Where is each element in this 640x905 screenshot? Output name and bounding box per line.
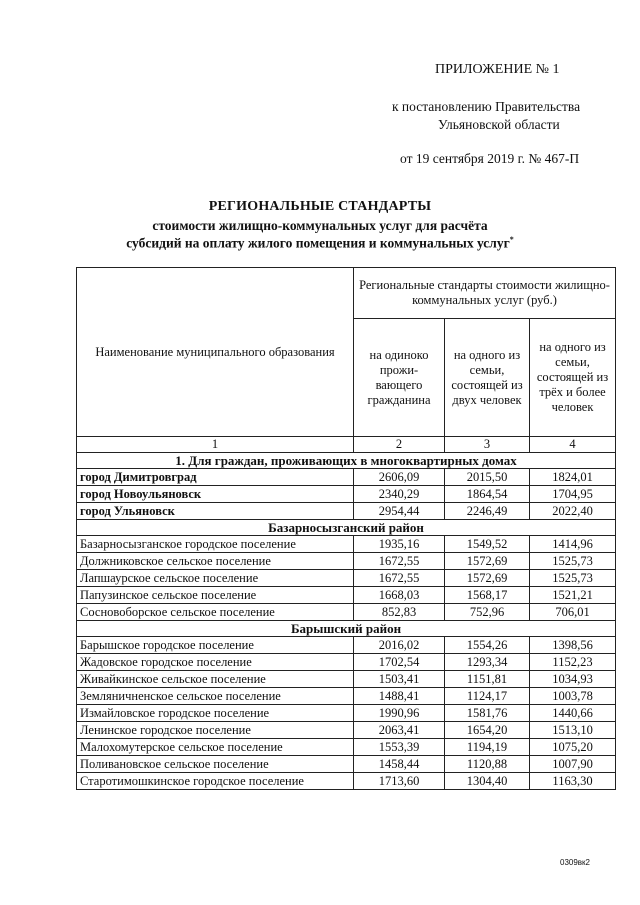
table-row [77,773,616,790]
col-name-header: Наименование муниципального образования [77,268,354,437]
group-header: Региональные стандарты стоимости жилищно-коммунальных услуг (руб.) [354,268,616,319]
value-two-person: 1549,52 [445,536,530,553]
value-single: 2340,29 [354,486,445,503]
doc-title: РЕГИОНАЛЬНЫЕ СТАНДАРТЫ [208,199,432,214]
table-row [77,637,616,654]
value-three-plus: 1525,73 [530,570,616,587]
value-two-person: 1124,17 [445,688,530,705]
value-two-person: 1568,17 [445,587,530,604]
table-row [77,705,616,722]
col2-header: на одиноко прожи-вающего гражданина [354,319,445,437]
value-single: 1503,41 [354,671,445,688]
value-two-person: 1194,19 [445,739,530,756]
region-line: Ульяновской области [438,117,560,132]
table-row [77,739,616,756]
district-title: Базарносызганский район [77,520,616,536]
municipality-name: город Димитровград [77,469,354,486]
value-three-plus: 1704,95 [530,486,616,503]
value-two-person: 1554,26 [445,637,530,654]
municipality-name: Ленинское городское поселение [77,722,354,739]
value-single: 1702,54 [354,654,445,671]
table-row [77,654,616,671]
table-row [77,756,616,773]
municipality-name: город Новоульяновск [77,486,354,503]
district-row [77,621,616,637]
municipality-name: Живайкинское сельское поселение [77,671,354,688]
value-three-plus: 2022,40 [530,503,616,520]
value-three-plus: 1525,73 [530,553,616,570]
value-single: 1713,60 [354,773,445,790]
value-single: 1990,96 [354,705,445,722]
table-row [77,604,616,621]
value-two-person: 1572,69 [445,570,530,587]
value-two-person: 752,96 [445,604,530,621]
municipality-name: Поливановское сельское поселение [77,756,354,773]
value-single: 2606,09 [354,469,445,486]
value-single: 1458,44 [354,756,445,773]
municipality-name: Измайловское городское поселение [77,705,354,722]
col4-header: на одного из семьи, состоящей из трёх и более человек [530,319,616,437]
value-single: 1935,16 [354,536,445,553]
value-three-plus: 706,01 [530,604,616,621]
value-three-plus: 1824,01 [530,469,616,486]
doc-subtitle-2: субсидий на оплату жилого помещения и коммунальных услуг* [126,235,514,251]
value-three-plus: 1398,56 [530,637,616,654]
value-single: 1672,55 [354,553,445,570]
value-two-person: 2015,50 [445,469,530,486]
table-row [77,503,616,520]
value-single: 1553,39 [354,739,445,756]
col-number: 3 [445,437,530,453]
value-two-person: 1581,76 [445,705,530,722]
value-single: 1672,55 [354,570,445,587]
doc-subtitle-1: стоимости жилищно-коммунальных услуг для расчёта [152,218,488,233]
municipality-name: Папузинское сельское поселение [77,587,354,604]
value-three-plus: 1034,93 [530,671,616,688]
district-row [77,520,616,536]
municipality-name: Сосновоборское сельское поселение [77,604,354,621]
value-three-plus: 1414,96 [530,536,616,553]
value-three-plus: 1163,30 [530,773,616,790]
table-row [77,553,616,570]
value-two-person: 1864,54 [445,486,530,503]
municipality-name: Жадовское городское поселение [77,654,354,671]
municipality-name: город Ульяновск [77,503,354,520]
table-row [77,536,616,553]
value-two-person: 2246,49 [445,503,530,520]
col-number: 1 [77,437,354,453]
appendix-label: ПРИЛОЖЕНИЕ № 1 [435,62,560,77]
standards-table [76,267,616,790]
section-row [77,453,616,469]
value-three-plus: 1521,21 [530,587,616,604]
value-two-person: 1572,69 [445,553,530,570]
municipality-name: Старотимошкинское городское поселение [77,773,354,790]
municipality-name: Лапшаурское сельское поселение [77,570,354,587]
table-row [77,722,616,739]
value-single: 2016,02 [354,637,445,654]
col-number: 2 [354,437,445,453]
table-row [77,671,616,688]
col3-header: на одного из семьи, состоящей из двух человек [445,319,530,437]
table-row [77,688,616,705]
value-two-person: 1293,34 [445,654,530,671]
municipality-name: Земляничненское сельское поселение [77,688,354,705]
value-single: 1668,03 [354,587,445,604]
district-title: Барышский район [77,621,616,637]
municipality-name: Малохомутерское сельское поселение [77,739,354,756]
document-stamp: 0309вк2 [560,858,590,867]
municipality-name: Должниковское сельское поселение [77,553,354,570]
column-number-row [77,437,616,453]
value-three-plus: 1003,78 [530,688,616,705]
value-two-person: 1120,88 [445,756,530,773]
value-single: 852,83 [354,604,445,621]
value-single: 2954,44 [354,503,445,520]
value-two-person: 1304,40 [445,773,530,790]
section-title: 1. Для граждан, проживающих в многоквартирных домах [77,453,616,469]
value-three-plus: 1440,66 [530,705,616,722]
table-row [77,587,616,604]
municipality-name: Базарносызганское городское поселение [77,536,354,553]
value-two-person: 1654,20 [445,722,530,739]
table-row [77,570,616,587]
value-three-plus: 1152,23 [530,654,616,671]
municipality-name: Барышское городское поселение [77,637,354,654]
resolution-date: от 19 сентября 2019 г. № 467-П [400,151,580,166]
value-two-person: 1151,81 [445,671,530,688]
value-single: 1488,41 [354,688,445,705]
value-single: 2063,41 [354,722,445,739]
table-row [77,486,616,503]
footnote-mark: * [509,235,514,244]
table-row [77,469,616,486]
value-three-plus: 1075,20 [530,739,616,756]
value-three-plus: 1007,90 [530,756,616,773]
resolution-line: к постановлению Правительства [392,99,581,114]
col-number: 4 [530,437,616,453]
value-three-plus: 1513,10 [530,722,616,739]
